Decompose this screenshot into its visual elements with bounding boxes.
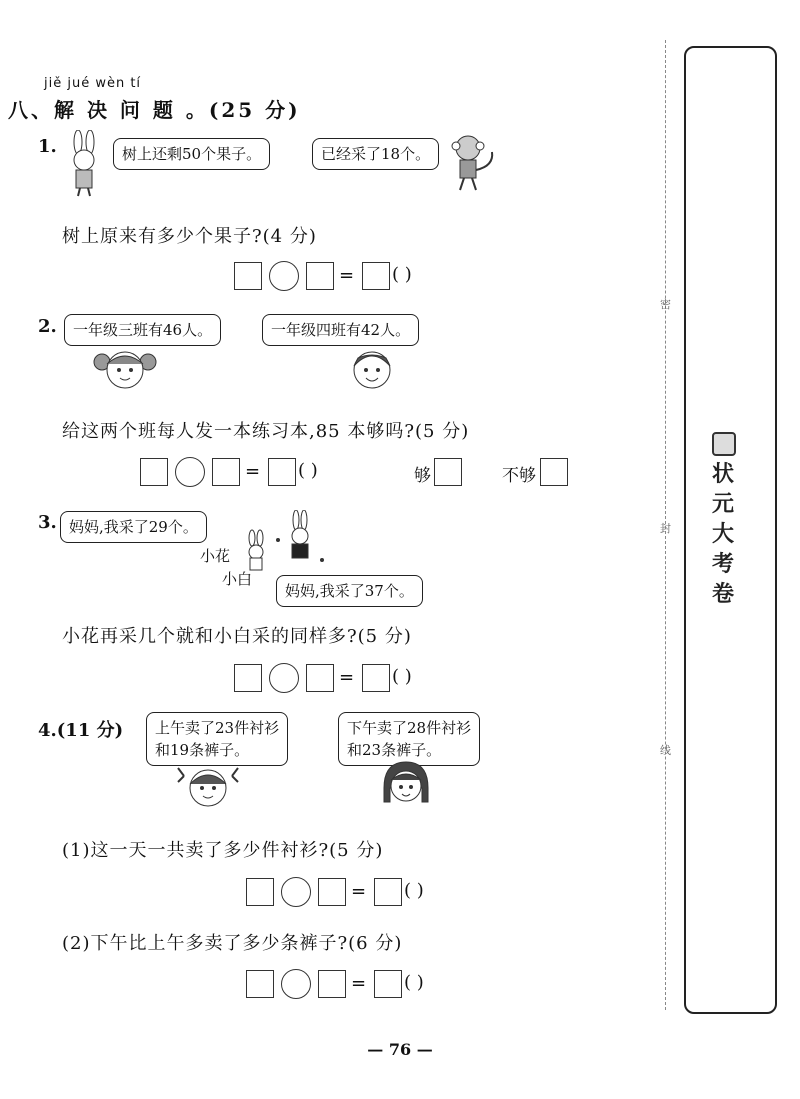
bubble-line: 和23条裤子。 [347, 741, 442, 759]
answer-box[interactable] [212, 458, 240, 486]
unit-parentheses[interactable]: ( ) [392, 666, 412, 687]
operator-circle[interactable] [269, 261, 299, 291]
bubble-line: 和19条裤子。 [155, 741, 250, 759]
unit-parentheses[interactable]: ( ) [392, 264, 412, 285]
speech-bubble-q2-left: 一年级三班有46人。 [64, 314, 221, 346]
question-text-3: 小花再采几个就和小白采的同样多?(5 分) [62, 626, 412, 647]
binding-char-feng: 封 [660, 522, 671, 535]
answer-box[interactable] [374, 970, 402, 998]
operator-circle[interactable] [269, 663, 299, 693]
question-number-3: 3. [38, 512, 57, 533]
brand-name: 状元大考卷 [711, 462, 734, 607]
unit-parentheses[interactable]: ( ) [404, 972, 424, 993]
answer-box[interactable] [246, 970, 274, 998]
operator-circle[interactable] [281, 969, 311, 999]
binding-char-mi: 密 [660, 298, 671, 311]
speech-bubble-q3-bottom: 妈妈,我采了37个。 [276, 575, 423, 607]
enough-label: 够 [414, 466, 431, 486]
answer-box[interactable] [362, 664, 390, 692]
question-text-4-2: (2)下午比上午多卖了多少条裤子?(6 分) [62, 933, 403, 954]
answer-box[interactable] [246, 878, 274, 906]
girl-figure [92, 346, 158, 394]
answer-box[interactable] [234, 664, 262, 692]
answer-box[interactable] [318, 878, 346, 906]
operator-circle[interactable] [175, 457, 205, 487]
rabbit-figure [60, 130, 110, 198]
section-pinyin: jiě jué wèn tí [44, 76, 142, 91]
not-enough-checkbox[interactable] [540, 458, 568, 486]
speech-bubble-q2-right: 一年级四班有42人。 [262, 314, 419, 346]
speech-bubble-q4-left [146, 712, 288, 766]
answer-box[interactable] [306, 262, 334, 290]
answer-box[interactable] [374, 878, 402, 906]
not-enough-label: 不够 [502, 466, 536, 486]
equals-sign: = [245, 461, 261, 482]
question-text-1: 树上原来有多少个果子?(4 分) [62, 226, 317, 247]
equals-sign: = [351, 973, 367, 994]
binding-char-xian: 线 [660, 744, 671, 757]
bubble-line: 上午卖了23件衬衫 [155, 719, 280, 737]
equals-sign: = [339, 667, 355, 688]
rabbits-figure [238, 510, 330, 578]
speech-bubble-q3-top: 妈妈,我采了29个。 [60, 511, 207, 543]
bubble-line: 下午卖了28件衬衫 [347, 719, 472, 737]
speech-bubble-q1-left: 树上还剩50个果子。 [113, 138, 270, 170]
answer-box[interactable] [318, 970, 346, 998]
unit-parentheses[interactable]: ( ) [298, 460, 318, 481]
boy-figure [348, 344, 396, 396]
question-number-2: 2. [38, 316, 57, 337]
answer-box[interactable] [268, 458, 296, 486]
question-number-1: 1. [38, 136, 57, 157]
operator-circle[interactable] [281, 877, 311, 907]
page-number: — 76 — [367, 1040, 433, 1059]
girl-figure [378, 758, 434, 814]
answer-box[interactable] [306, 664, 334, 692]
answer-box[interactable] [362, 262, 390, 290]
name-xiaobai: 小白 [222, 570, 253, 588]
question-text-2: 给这两个班每人发一本练习本,85 本够吗?(5 分) [62, 421, 470, 442]
unit-parentheses[interactable]: ( ) [404, 880, 424, 901]
equals-sign: = [339, 265, 355, 286]
answer-box[interactable] [234, 262, 262, 290]
name-xiaohua: 小花 [200, 547, 231, 565]
monkey-figure [442, 130, 498, 196]
brand-logo-icon [712, 432, 736, 456]
section-title: 八、解 决 问 题 。(25 分) [8, 98, 301, 122]
girl-figure [176, 762, 240, 812]
question-text-4-1: (1)这一天一共卖了多少件衬衫?(5 分) [62, 840, 384, 861]
enough-checkbox[interactable] [434, 458, 462, 486]
equals-sign: = [351, 881, 367, 902]
speech-bubble-q1-right: 已经采了18个。 [312, 138, 439, 170]
question-number-4: 4.(11 分) [38, 720, 124, 741]
answer-box[interactable] [140, 458, 168, 486]
